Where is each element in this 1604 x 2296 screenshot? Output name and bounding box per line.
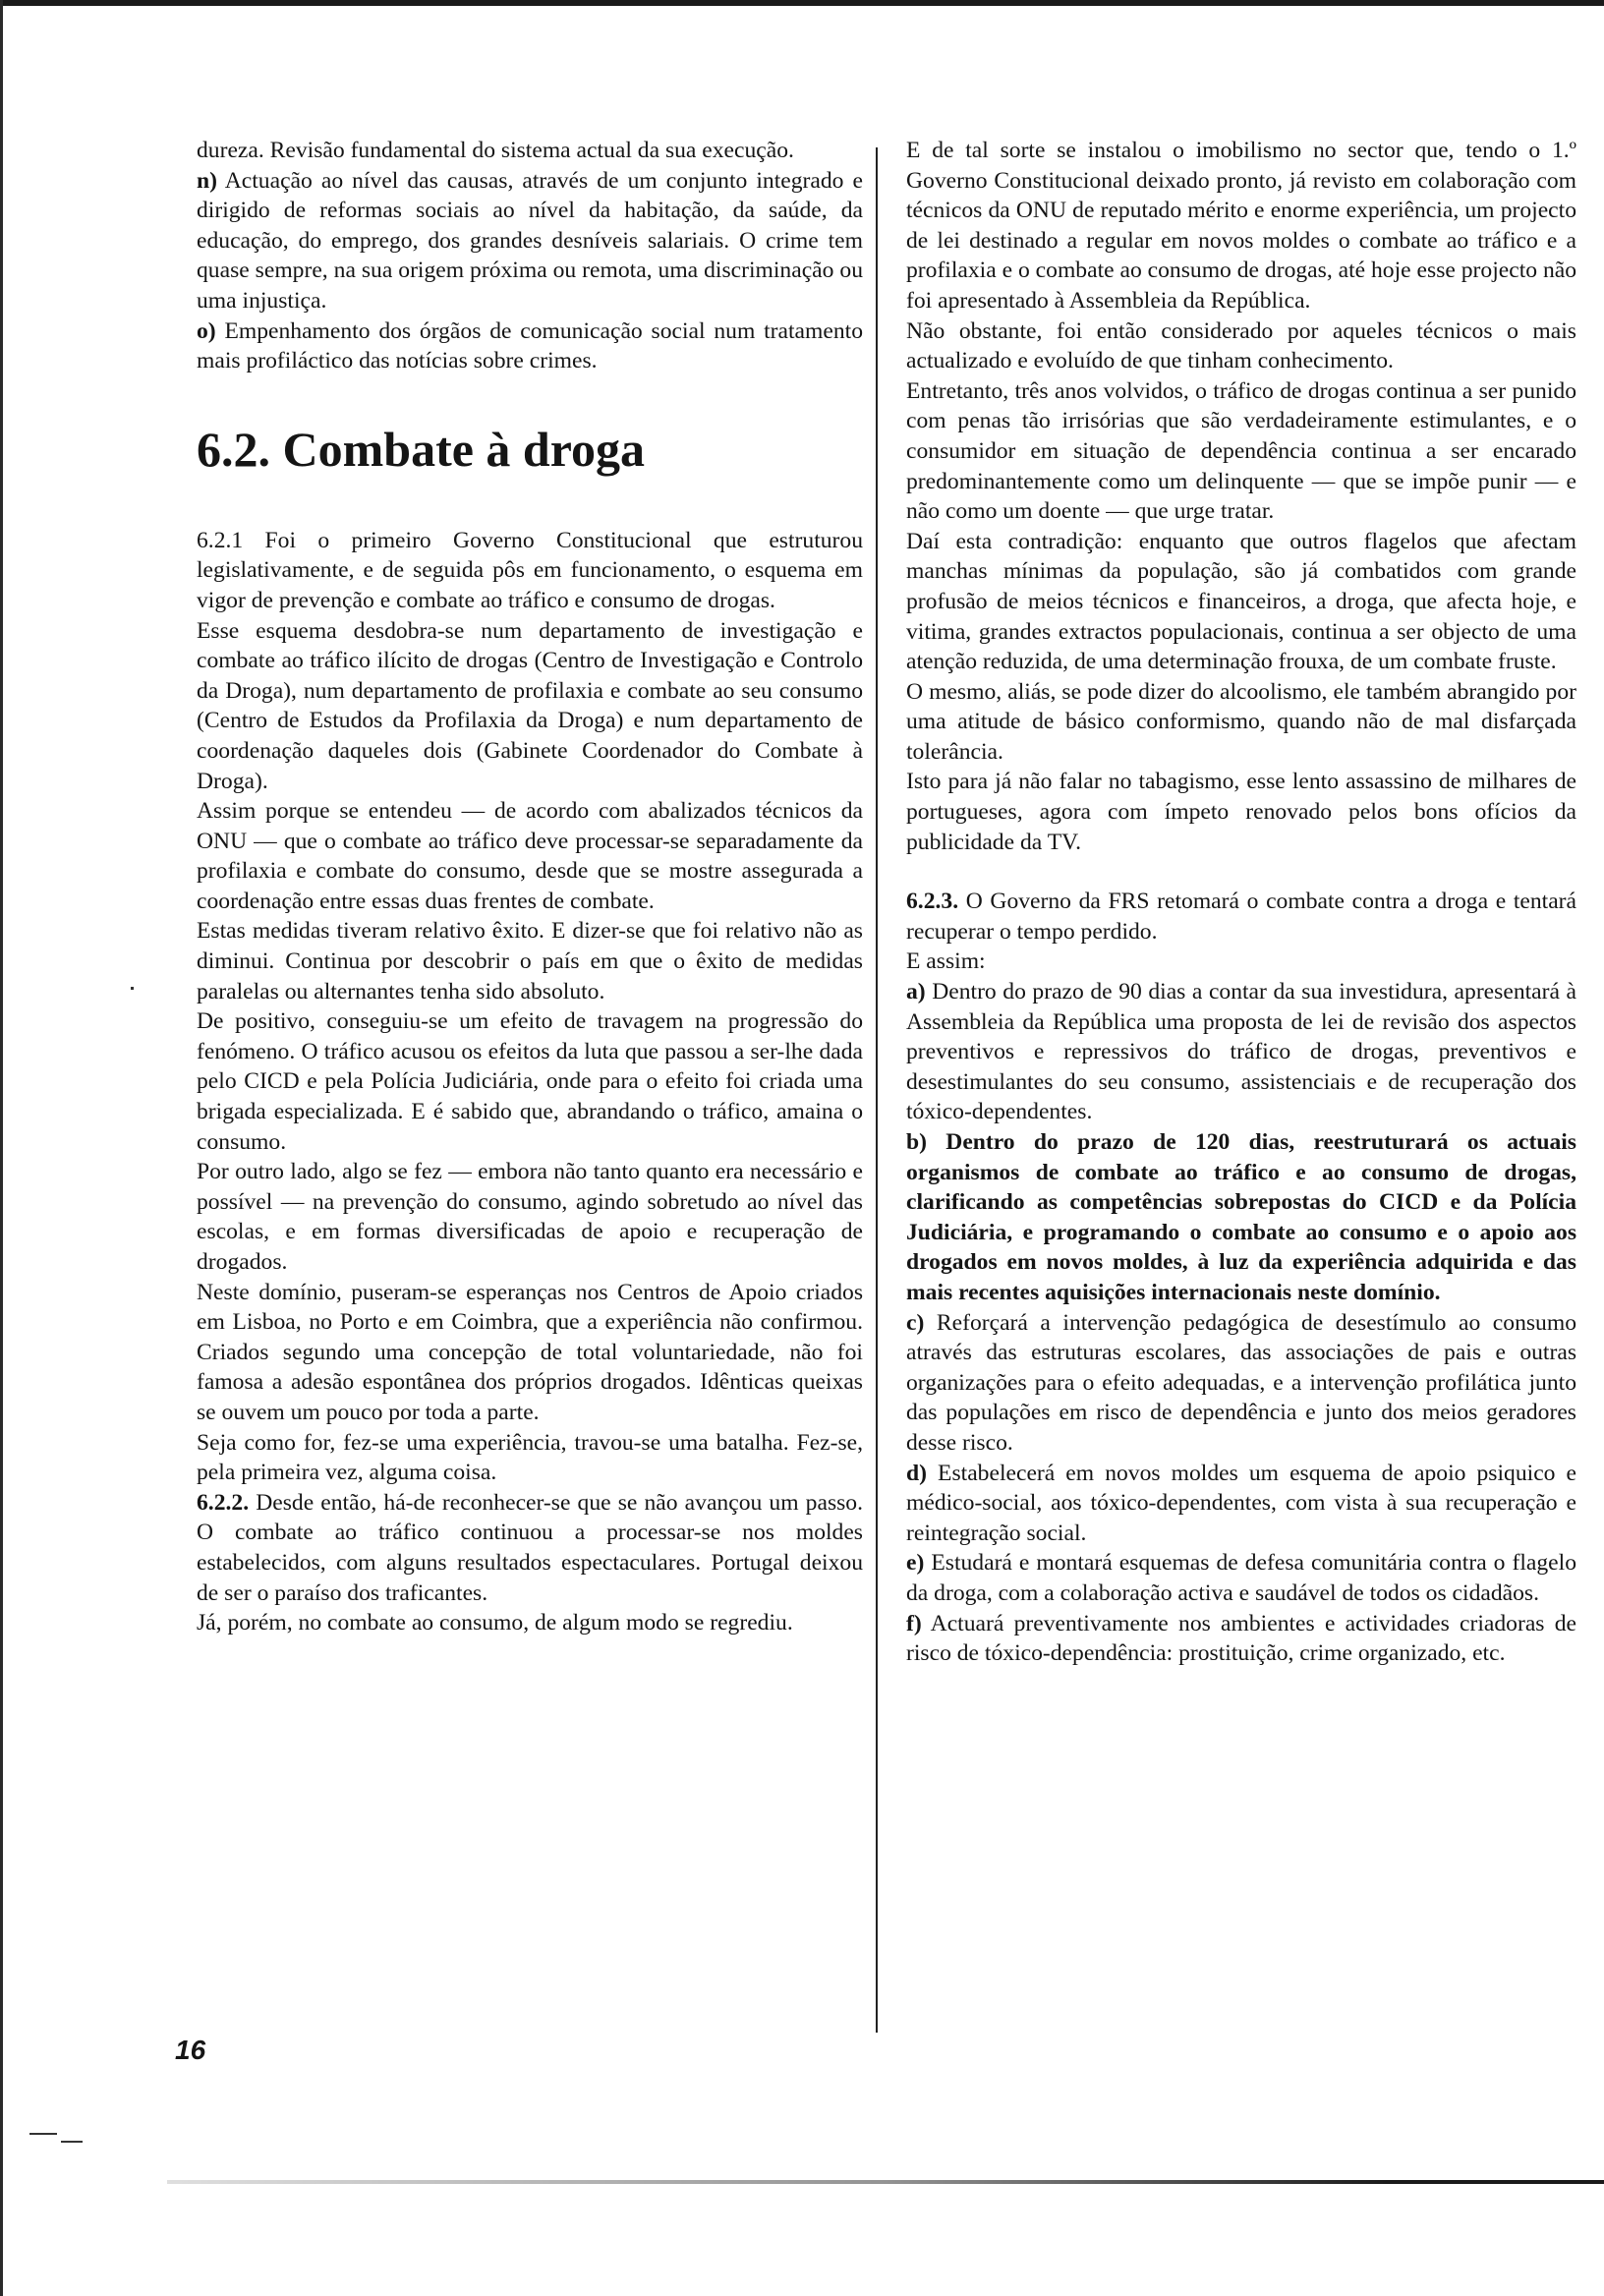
paragraph: 6.2.1 Foi o primeiro Governo Constitucional que estruturou legislativamente, e de seguida pôs em funcionamento, o esquema em vigor de prevenção e combate ao tráfico e consumo de drogas. xyxy=(197,527,863,613)
item-label: a) xyxy=(906,979,926,1005)
column-divider xyxy=(876,147,878,2033)
item-label: c) xyxy=(906,1309,925,1336)
list-item-o xyxy=(197,316,863,376)
item-text: Actuará preventivamente nos ambientes e actividades criadoras de risco de tóxico-dependência: prostituição, crime organizado, etc. xyxy=(906,1610,1576,1667)
paragraph: Seja como for, fez-se uma experiência, travou-se uma batalha. Fez-se, pela primeira vez, alguma coisa. xyxy=(197,1429,863,1486)
list-item-e xyxy=(906,1548,1576,1608)
subsection-text: Desde então, há-de reconhecer-se que se não avançou um passo. O combate ao tráfico continuou a processar-se nos moldes estabelecidos, com alguns resultados espectaculares. Portugal deixou de ser o paraíso dos traficantes. xyxy=(197,1489,863,1606)
item-label: d) xyxy=(906,1460,927,1486)
scan-speck xyxy=(131,987,134,990)
list-item-a xyxy=(906,977,1576,1127)
list-item-b: b) Dentro do prazo de 120 dias, reestruturará os actuais organismos de combate ao tráfico e ao consumo de drogas, clarificando as competências sobrepostas do CICD e da Polícia Judiciária, e programando o combate ao consumo e o apoio aos drogados em novos moldes, à luz da experiência adquirida e das mais recentes aquisições internacionais neste domínio. xyxy=(906,1129,1576,1305)
paragraph: Por outro lado, algo se fez — embora não tanto quanto era necessário e possível — na prevenção do consumo, agindo sobretudo ao nível das escolas, e em formas diversificadas de apoio e recuperação de drogados. xyxy=(197,1159,863,1275)
list-item-n xyxy=(197,166,863,316)
list-item-f xyxy=(906,1609,1576,1669)
left-column xyxy=(197,136,863,1638)
paragraph: Não obstante, foi então considerado por aqueles técnicos o mais actualizado e evoluído de que tinham conhecimento. xyxy=(906,317,1576,374)
item-label: n) xyxy=(197,167,217,194)
list-item-d xyxy=(906,1459,1576,1549)
paragraph: Isto para já não falar no tabagismo, esse lento assassino de milhares de portugueses, agora com ímpeto renovado pelos bons ofícios da publicidade da TV. xyxy=(906,769,1576,855)
scan-edge-left xyxy=(0,0,3,2296)
item-label: f) xyxy=(906,1610,922,1636)
subsection-6-2-3 xyxy=(906,887,1576,947)
subsection-label: 6.2.3. xyxy=(906,889,959,915)
page-number: 16 xyxy=(175,2035,206,2065)
item-text: Dentro do prazo de 90 dias a contar da sua investidura, apresentará à Assembleia da República uma proposta de lei de revisão dos aspectos preventivos e repressivos do tráfico de drogas, preventivos e desestimulantes do seu consumo, assistenciais e de recuperação dos tóxico-dependentes. xyxy=(906,979,1576,1125)
paragraph: Neste domínio, puseram-se esperanças nos Centros de Apoio criados em Lisboa, no Porto e em Coimbra, que a experiência não confirmou. Criados segundo uma concepção de total voluntariedade, não foi famosa a adesão espontânea dos próprios drogados. Idênticas queixas se ouvem um pouco por toda a parte. xyxy=(197,1279,863,1425)
paragraph: Daí esta contradição: enquanto que outros flagelos que afectam manchas mínimas da população, são já combatidos com grande profusão de meios técnicos e financeiros, a droga, que afecta hoje, e vitima, grandes extractos populacionais, continua a ser objecto de uma atenção reduzida, de uma determinação frouxa, de um combate fruste. xyxy=(906,528,1576,675)
subsection-6-2-2 xyxy=(197,1488,863,1608)
subsection-text: O Governo da FRS retomará o combate contra a droga e tentará recuperar o tempo perdido. xyxy=(906,889,1576,945)
paragraph: dureza. Revisão fundamental do sistema actual da sua execução. xyxy=(197,138,794,163)
scan-speck xyxy=(61,2141,83,2143)
scan-edge-bottom xyxy=(167,2180,1604,2184)
paragraph: Já, porém, no combate ao consumo, de algum modo se regrediu. xyxy=(197,1610,793,1636)
right-column xyxy=(906,136,1576,1669)
item-text: Empenhamento dos órgãos de comunicação social num tratamento mais profiláctico das notícias sobre crimes. xyxy=(197,317,863,374)
item-label: o) xyxy=(197,317,216,344)
item-text: Actuação ao nível das causas, através de um conjunto integrado e dirigido de reformas sociais ao nível da habitação, da saúde, da educação, do emprego, dos grandes desníveis salariais. O crime tem quase sempre, na sua origem próxima ou remota, uma discriminação ou uma injustiça. xyxy=(197,167,863,314)
paragraph: Assim porque se entendeu — de acordo com abalizados técnicos da ONU — que o combate ao tráfico deve processar-se separadamente da profilaxia e combate do consumo, desde que se mostre assegurada a coordenação entre essas duas frentes de combate. xyxy=(197,798,863,914)
paragraph: Estas medidas tiveram relativo êxito. E dizer-se que foi relativo não as diminui. Continua por descobrir o país em que o êxito de medidas paralelas ou alternantes tenha sido absoluto. xyxy=(197,918,863,1004)
paragraph: O mesmo, aliás, se pode dizer do alcoolismo, ele também abrangido por uma atitude de básico conformismo, quando não de mal disfarçada tolerância. xyxy=(906,678,1576,765)
paragraph: E de tal sorte se instalou o imobilismo no sector que, tendo o 1.º Governo Constitucional deixado pronto, já revisto em colaboração com técnicos da ONU de reputado mérito e enorme experiência, um projecto de lei destinado a regular em novos moldes o combate ao tráfico e a profilaxia e o combate ao consumo de drogas, até hoje esse projecto não foi apresentado à Assembleia da República. xyxy=(906,138,1577,314)
item-text: Estabelecerá em novos moldes um esquema de apoio psiquico e médico-social, aos tóxico-dependentes, com vista à sua recuperação e reintegração social. xyxy=(906,1460,1576,1546)
item-text: Reforçará a intervenção pedagógica de desestímulo ao consumo através das estruturas escolares, das associações de pais e outras organizações para o efeito adequadas, e a intervenção profilática junto das populações em risco de dependência e junto dos meios geradores desse risco. xyxy=(906,1309,1576,1456)
scan-edge-top xyxy=(0,0,1604,6)
paragraph: Esse esquema desdobra-se num departamento de investigação e combate ao tráfico ilícito de drogas (Centro de Investigação e Controlo da Droga), num departamento de profilaxia e combate ao seu consumo (Centro de Estudos da Profilaxia da Droga) e num departamento de coordenação daqueles dois (Gabinete Coordenador do Combate à Droga). xyxy=(197,617,863,794)
section-heading: 6.2. Combate à droga xyxy=(197,421,646,477)
list-item-c xyxy=(906,1308,1576,1459)
scan-speck xyxy=(29,2133,57,2135)
paragraph: De positivo, conseguiu-se um efeito de travagem na progressão do fenómeno. O tráfico acusou os efeitos da luta que passou a ser-lhe dada pelo CICD e pela Polícia Judiciária, onde para o efeito foi criada uma brigada especializada. E é sabido que, abrandando o tráfico, amaina o consumo. xyxy=(197,1008,863,1155)
item-text: Estudará e montará esquemas de defesa comunitária contra o flagelo da droga, com a colaboração activa e saudável de todos os cidadãos. xyxy=(906,1550,1576,1606)
item-label: e) xyxy=(906,1550,925,1577)
subsection-label: 6.2.2. xyxy=(197,1489,250,1516)
paragraph: E assim: xyxy=(906,948,986,975)
paragraph: Entretanto, três anos volvidos, o tráfico de drogas continua a ser punido com penas tão irrisórias que são verdadeiramente estimulantes, e o consumidor em situação de dependência continua a ser encarado predominantemente como um delinquente — que se impõe punir — e não como um doente — que urge tratar. xyxy=(906,377,1576,525)
